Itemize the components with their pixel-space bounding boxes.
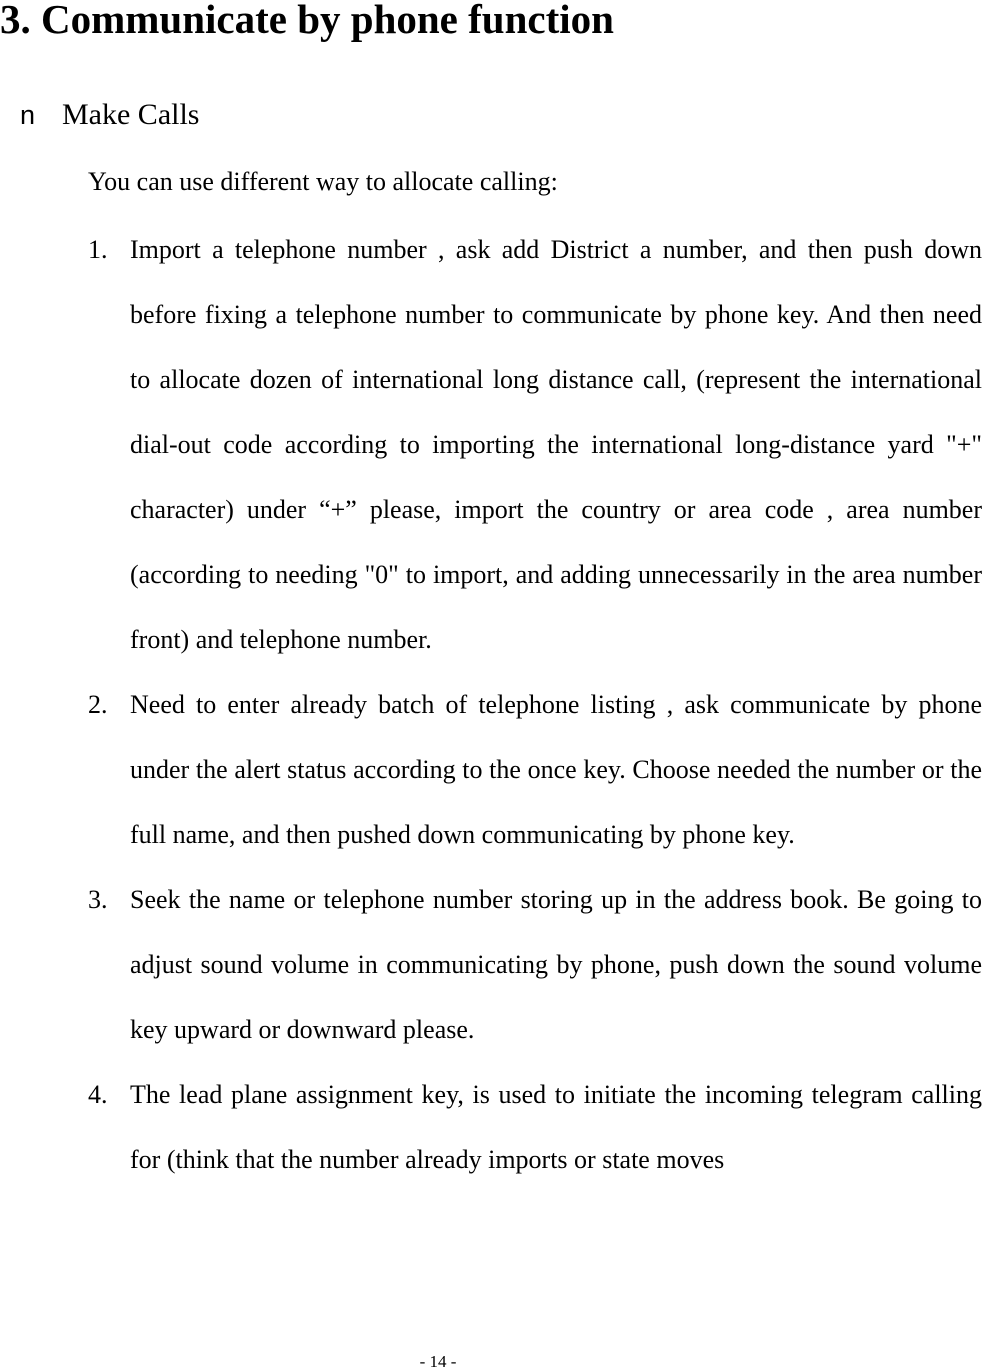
step-number: 4. [88, 1080, 108, 1109]
steps-list [88, 217, 982, 1192]
step-text: Seek the name or telephone number storing up in the address book. Be going to adjust sound volume in communicating by phone, push down the sound volume key upward or downward please. [130, 885, 982, 1044]
step-text: Import a telephone number , ask add District a number, and then push down before fixing a telephone number to communicate by phone key. And then need to allocate dozen of international long distance call, (represent the international dial-out code according to importing the international long-distance yard "+" character) under “+” please, import the country or area code , area number (according to needing "0" to import, and adding unnecessarily in the area number front) and telephone number. [130, 235, 982, 654]
step-number: 2. [88, 690, 108, 719]
step-number: 3. [88, 885, 108, 914]
intro-text: You can use different way to allocate calling: [88, 167, 558, 196]
page-title: 3. Communicate by phone function [0, 0, 614, 42]
list-item [88, 672, 982, 867]
section-heading [20, 97, 199, 133]
step-text: Need to enter already batch of telephone listing , ask communicate by phone under the alert status according to the once key. Choose needed the number or the full name, and then pushed down communicating by phone key. [130, 690, 982, 849]
list-item [88, 1062, 982, 1192]
list-item [88, 217, 982, 672]
page-number: - 14 - [419, 1352, 457, 1371]
step-text: The lead plane assignment key, is used to initiate the incoming telegram calling for (think that the number already imports or state moves [130, 1080, 982, 1174]
bullet-icon: n [20, 100, 36, 130]
section-label: Make Calls [62, 98, 200, 131]
list-item [88, 867, 982, 1062]
step-number: 1. [88, 235, 108, 264]
